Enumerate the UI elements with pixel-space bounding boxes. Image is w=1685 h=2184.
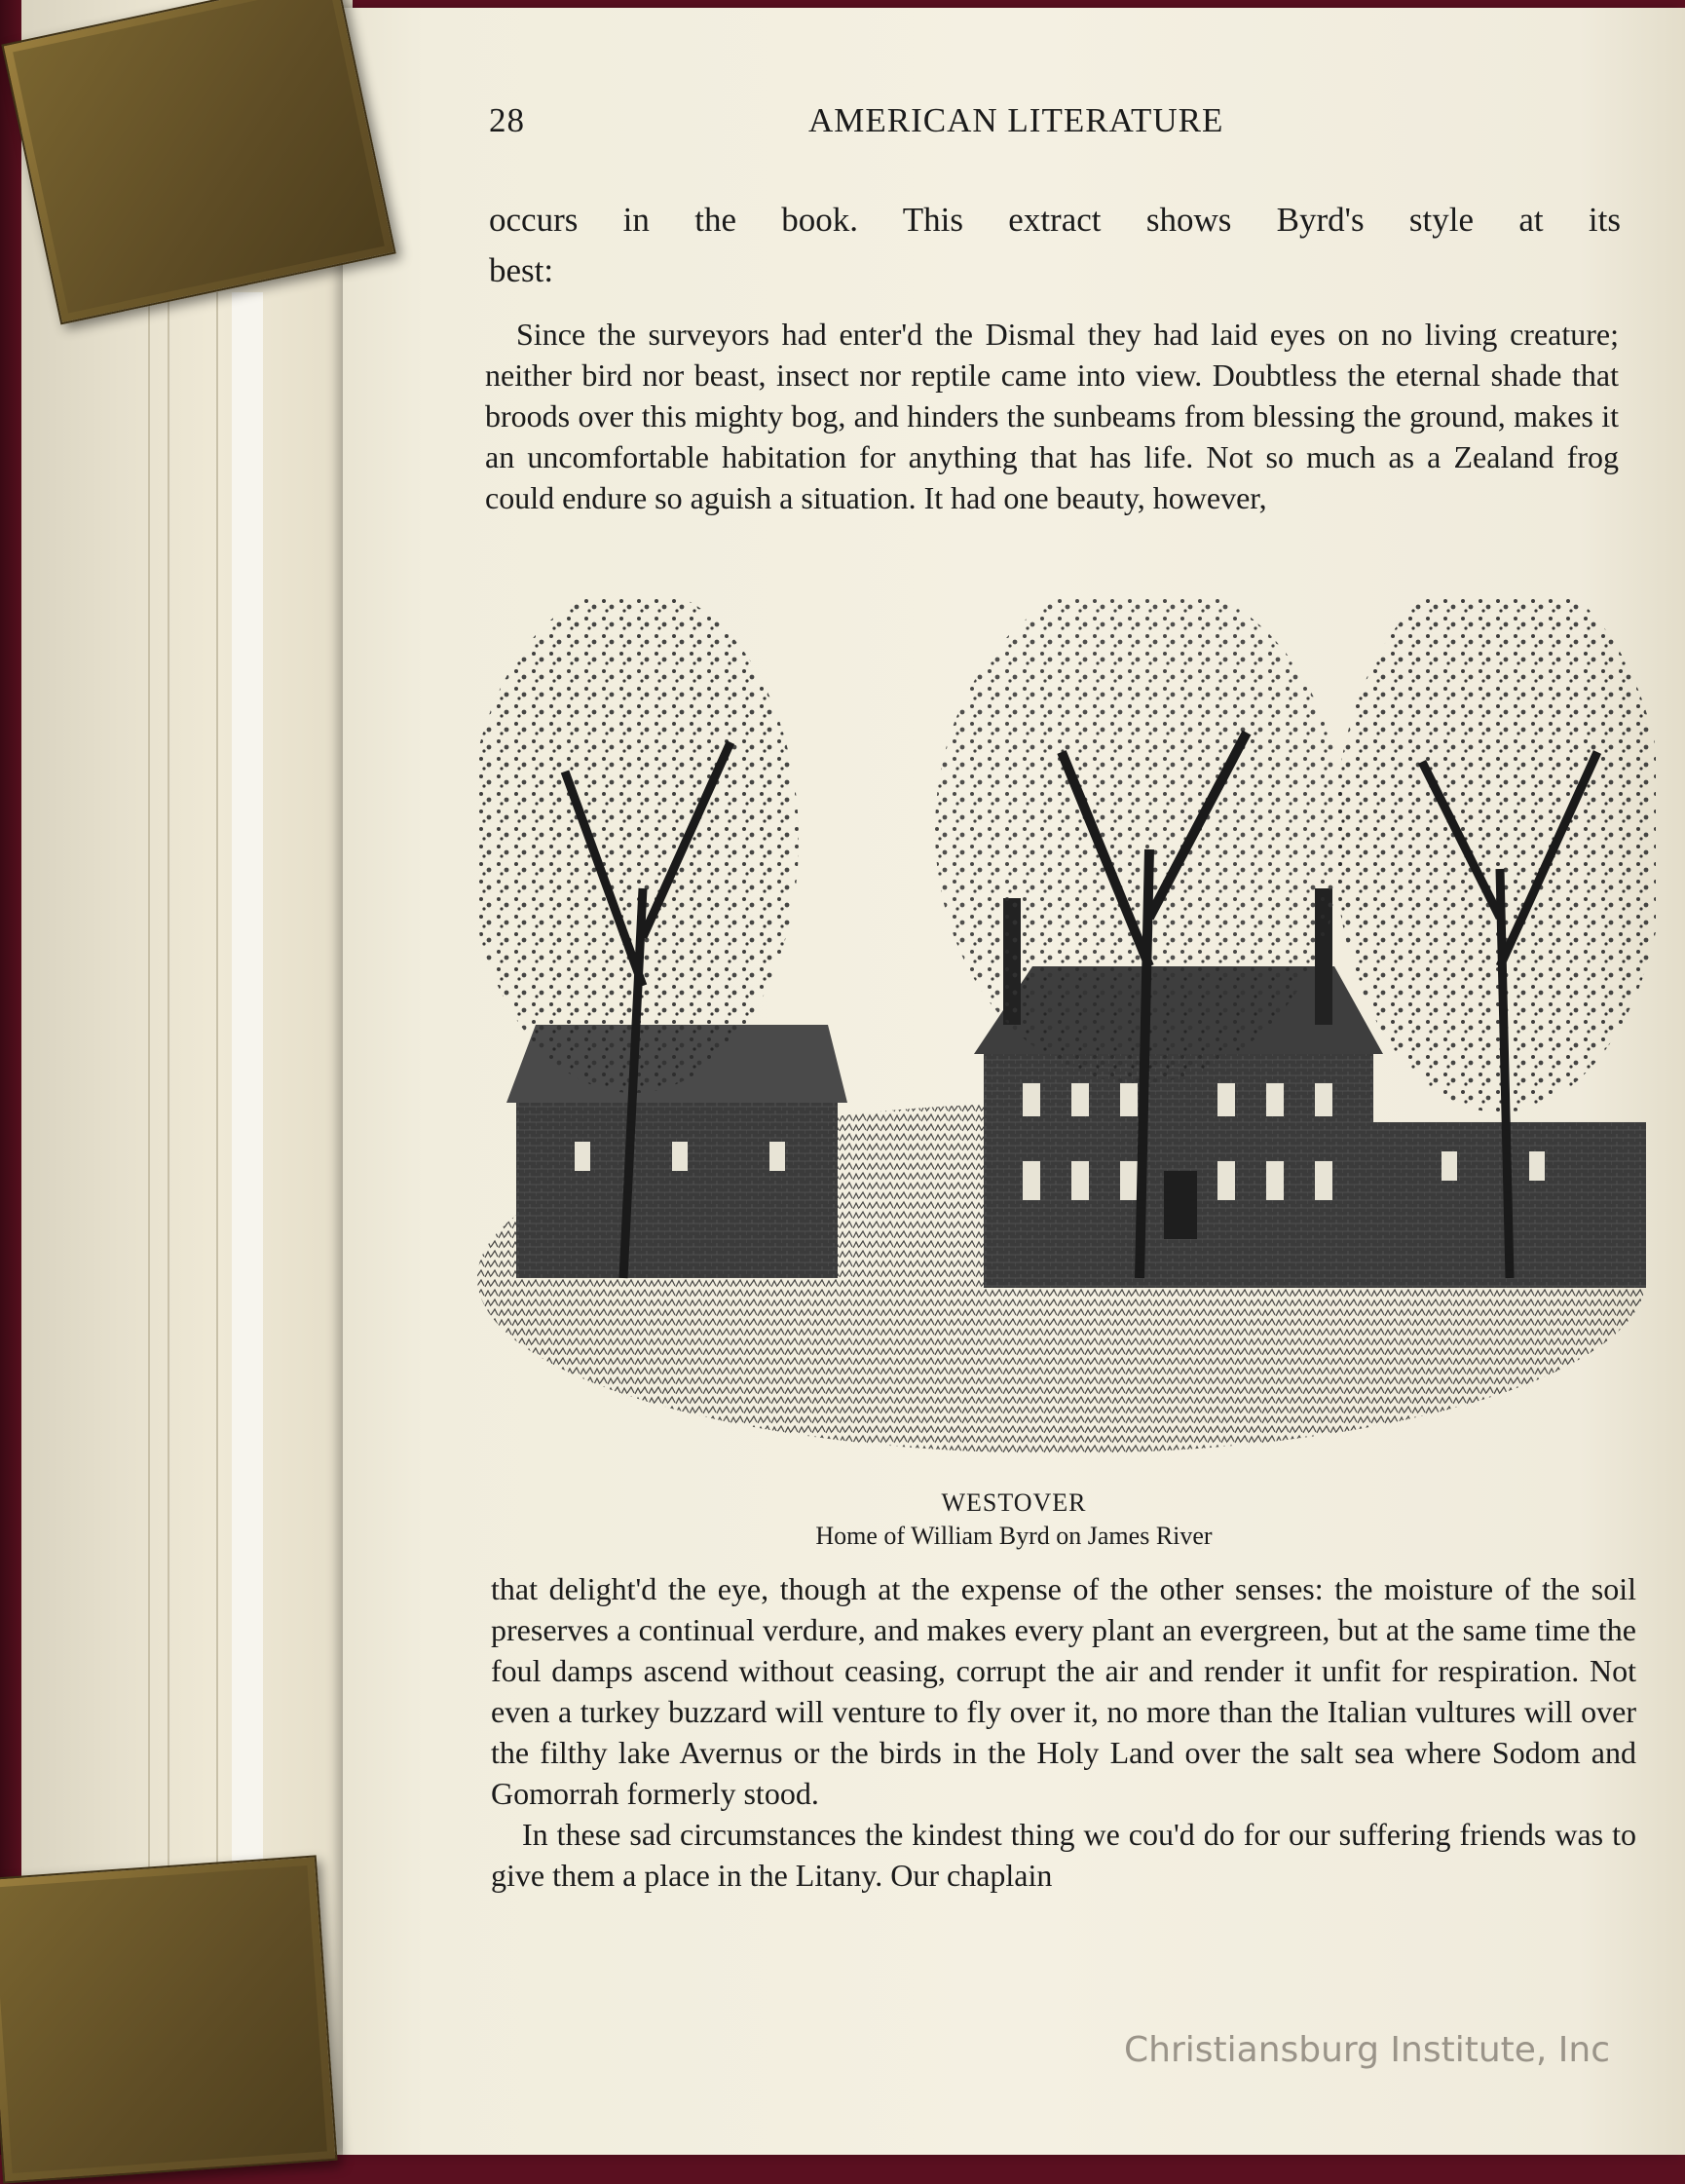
intro-line-2: best: bbox=[489, 251, 554, 289]
watermark: Christiansburg Institute, Inc bbox=[1124, 2030, 1611, 2070]
quote-paragraph-1: Since the surveyors had enter'd the Dismal they had laid eyes on no living creature; neither bird nor beast, insect nor reptile came into view. Doubtless the eternal shade that broods over this mighty bog, and hinders the sunbeams from blessing the ground, makes it an uncomfortable habitation for anything that has life. Not so much as a Zealand frog could endure so aguish a situation. It had one beauty, however, bbox=[485, 317, 1619, 515]
tree-canopy-center bbox=[935, 596, 1344, 1083]
caption-title: WESTOVER bbox=[941, 1488, 1087, 1517]
running-header: AMERICAN LITERATURE bbox=[808, 101, 1224, 139]
page-edge-line bbox=[148, 292, 150, 1870]
front-door bbox=[1164, 1171, 1197, 1239]
intro-line-1: occurs in the book. This extract shows Byrd's style at its bbox=[489, 201, 1621, 239]
left-wing bbox=[516, 1103, 838, 1278]
page-edge-line bbox=[216, 292, 218, 1870]
quote-block-bottom bbox=[491, 1568, 1636, 1896]
page-edge-line bbox=[168, 292, 169, 1870]
quote-paragraph-3: In these sad circumstances the kindest thing we cou'd do for our suffering friends was to give them a place in the Litany. Our chaplain bbox=[491, 1817, 1636, 1893]
page-number: 28 bbox=[489, 101, 525, 139]
quote-paragraph-2: that delight'd the eye, though at the expense of the other senses: the moisture of the soil preserves a continual verdure, and makes every plant an evergreen, but at the same time the foul damps ascend without ceasing, corrupt the air and render it unfit for respiration. Not even a turkey buzzard will venture to fly over it, no more than the Italian vultures will over the filthy lake Avernus or the birds in the Holy Land over the salt sea where Sodom and Gomorrah formerly stood. bbox=[491, 1571, 1636, 1811]
tree-canopy-right bbox=[1334, 596, 1656, 1112]
brass-page-weight-bottom bbox=[0, 1855, 338, 2183]
westover-engraving bbox=[477, 596, 1656, 1473]
quote-block-top bbox=[485, 314, 1619, 518]
white-page-edge bbox=[232, 292, 263, 1870]
stacked-page-edges bbox=[21, 0, 353, 2155]
intro-paragraph bbox=[489, 201, 1621, 290]
caption-subtitle: Home of William Byrd on James River bbox=[815, 1522, 1213, 1550]
